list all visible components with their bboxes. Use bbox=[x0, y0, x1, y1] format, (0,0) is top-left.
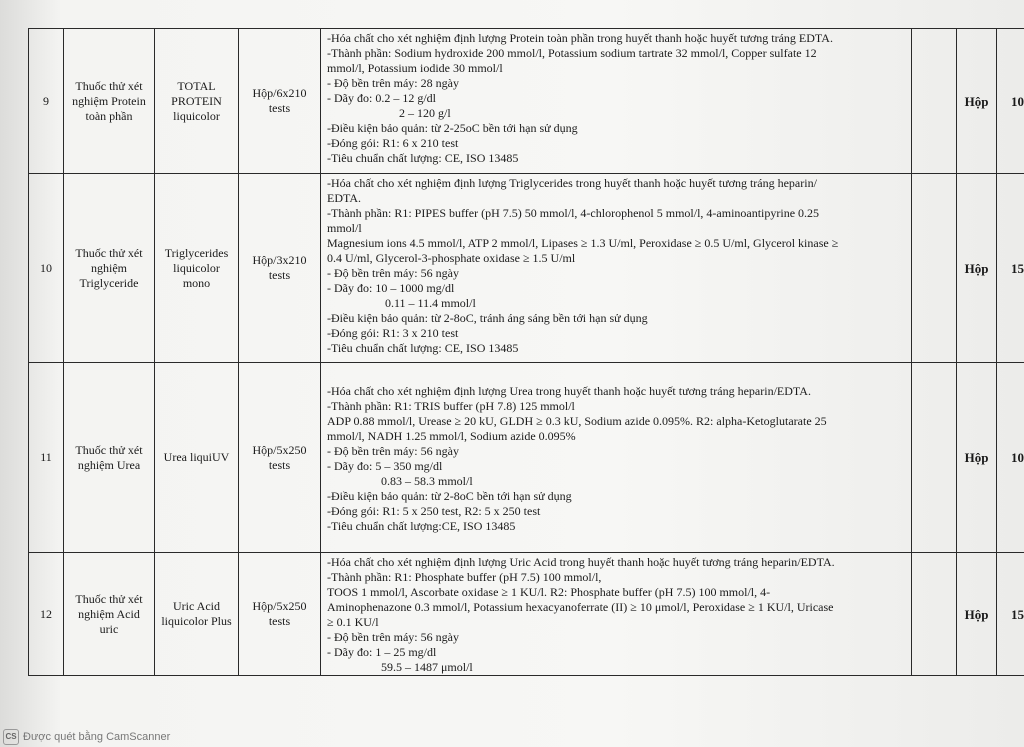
desc-line: - Dãy đo: 5 – 350 mg/dl bbox=[327, 458, 443, 473]
table-row bbox=[29, 174, 1024, 363]
camscanner-watermark bbox=[0, 727, 170, 747]
desc-line: - Độ bền trên máy: 28 ngày bbox=[327, 76, 459, 90]
description bbox=[321, 553, 912, 676]
unit: Hộp bbox=[957, 174, 997, 363]
desc-line: -Thành phần: R1: TRIS buffer (pH 7.8) 125 mmol/l bbox=[327, 398, 575, 413]
reagent-table bbox=[28, 28, 1024, 676]
desc-line: - Độ bền trên máy: 56 ngày bbox=[327, 266, 459, 280]
item-name: Thuốc thử xét nghiệm Urea bbox=[64, 363, 155, 553]
empty-cell bbox=[912, 29, 957, 174]
desc-line: - Độ bền trên máy: 56 ngày bbox=[327, 443, 459, 458]
product-name: Triglycerides liquicolor mono bbox=[155, 174, 239, 363]
product-name: TOTAL PROTEIN liquicolor bbox=[155, 29, 239, 174]
desc-line: -Tiêu chuẩn chất lượng: CE, ISO 13485 bbox=[327, 151, 519, 165]
item-name: Thuốc thử xét nghiệm Protein toàn phần bbox=[64, 29, 155, 174]
description bbox=[321, 174, 912, 363]
desc-line: -Đóng gói: R1: 5 x 250 test, R2: 5 x 250 test bbox=[327, 503, 541, 518]
quantity: 10 bbox=[997, 29, 1024, 174]
row-number: 12 bbox=[29, 553, 64, 676]
desc-line: -Hóa chất cho xét nghiệm định lượng Uric Acid trong huyết thanh hoặc huyết tương tráng heparin/EDTA. bbox=[327, 555, 835, 569]
desc-line: -Hóa chất cho xét nghiệm định lượng Urea trong huyết thanh hoặc huyết tương tráng heparin/EDTA. bbox=[327, 383, 811, 398]
empty-cell bbox=[912, 553, 957, 676]
desc-line: 0.11 – 11.4 mmol/l bbox=[385, 296, 476, 310]
item-name: Thuốc thử xét nghiệm Triglyceride bbox=[64, 174, 155, 363]
packaging: Hộp/5x250 tests bbox=[239, 363, 321, 553]
desc-line: -Thành phần: Sodium hydroxide 200 mmol/l, Potassium sodium tartrate 32 mmol/l, Copper sulfate 12 bbox=[327, 46, 817, 60]
row-number: 10 bbox=[29, 174, 64, 363]
desc-line: 59.5 – 1487 μmol/l bbox=[381, 660, 473, 674]
desc-line: -Hóa chất cho xét nghiệm định lượng Triglycerides trong huyết thanh hoặc huyết tương tráng heparin/ bbox=[327, 176, 817, 190]
packaging: Hộp/5x250 tests bbox=[239, 553, 321, 676]
desc-line: -Điều kiện bảo quản: từ 2-25oC bền tới hạn sử dụng bbox=[327, 121, 578, 135]
desc-line: -Đóng gói: R1: 3 x 210 test bbox=[327, 326, 459, 340]
desc-line: -Thành phần: R1: Phosphate buffer (pH 7.5) 100 mmol/l, bbox=[327, 570, 602, 584]
camscanner-logo-icon: CS bbox=[3, 729, 19, 745]
row-number: 11 bbox=[29, 363, 64, 553]
desc-line: - Dãy đo: 1 – 25 mg/dl bbox=[327, 645, 437, 659]
desc-line: mmol/l bbox=[327, 221, 362, 235]
desc-line: 0.83 – 58.3 mmol/l bbox=[381, 473, 473, 488]
quantity: 15 bbox=[997, 553, 1024, 676]
empty-cell bbox=[912, 363, 957, 553]
desc-line: Magnesium ions 4.5 mmol/l, ATP 2 mmol/l, Lipases ≥ 1.3 U/ml, Peroxidase ≥ 0.5 U/ml, Glycerol kinase ≥ bbox=[327, 236, 839, 250]
packaging: Hộp/3x210 tests bbox=[239, 174, 321, 363]
unit: Hộp bbox=[957, 29, 997, 174]
table-row bbox=[29, 363, 1024, 553]
desc-line: -Hóa chất cho xét nghiệm định lượng Protein toàn phần trong huyết thanh hoặc huyết tương tráng EDTA. bbox=[327, 31, 833, 45]
empty-cell bbox=[912, 174, 957, 363]
description bbox=[321, 29, 912, 174]
desc-line: -Đóng gói: R1: 6 x 210 test bbox=[327, 136, 459, 150]
desc-line: 2 – 120 g/l bbox=[399, 106, 451, 120]
table-row bbox=[29, 29, 1024, 174]
desc-line: -Tiêu chuẩn chất lượng: CE, ISO 13485 bbox=[327, 341, 519, 355]
desc-line: ≥ 0.1 KU/l bbox=[327, 615, 379, 629]
product-name: Urea liquiUV bbox=[155, 363, 239, 553]
desc-line: 0.4 U/ml, Glycerol-3-phosphate oxidase ≥ 1.5 U/ml bbox=[327, 251, 576, 265]
desc-line: - Độ bền trên máy: 56 ngày bbox=[327, 630, 459, 644]
desc-line: -Điều kiện bảo quản: từ 2-8oC, tránh áng sáng bền tới hạn sử dụng bbox=[327, 311, 648, 325]
desc-line: Aminophenazone 0.3 mmol/l, Potassium hexacyanoferrate (II) ≥ 10 μmol/l, Peroxidase ≥ 1 KU/l, Uricase bbox=[327, 600, 834, 614]
desc-line: -Thành phần: R1: PIPES buffer (pH 7.5) 50 mmol/l, 4-chlorophenol 5 mmol/l, 4-aminoantipyrine 0.25 bbox=[327, 206, 820, 220]
desc-line: mmol/l, Potassium iodide 30 mmol/l bbox=[327, 61, 503, 75]
packaging: Hộp/6x210 tests bbox=[239, 29, 321, 174]
desc-line: EDTA. bbox=[327, 191, 362, 205]
desc-line: - Dãy đo: 10 – 1000 mg/dl bbox=[327, 281, 455, 295]
desc-line: -Điều kiện bảo quản: từ 2-8oC bền tới hạn sử dụng bbox=[327, 488, 572, 503]
table-row bbox=[29, 553, 1024, 676]
unit: Hộp bbox=[957, 363, 997, 553]
desc-line: mmol/l, NADH 1.25 mmol/l, Sodium azide 0.095% bbox=[327, 428, 576, 443]
row-number: 9 bbox=[29, 29, 64, 174]
description bbox=[321, 363, 912, 553]
desc-line: TOOS 1 mmol/l, Ascorbate oxidase ≥ 1 KU/l. R2: Phosphate buffer (pH 7.5) 100 mmol/l, 4- bbox=[327, 585, 771, 599]
product-name: Uric Acid liquicolor Plus bbox=[155, 553, 239, 676]
watermark-text: Được quét bằng CamScanner bbox=[23, 731, 171, 743]
quantity: 15 bbox=[997, 174, 1024, 363]
unit: Hộp bbox=[957, 553, 997, 676]
desc-line: - Dãy đo: 0.2 – 12 g/dl bbox=[327, 91, 436, 105]
desc-line: -Tiêu chuẩn chất lượng:CE, ISO 13485 bbox=[327, 518, 516, 533]
item-name: Thuốc thử xét nghiệm Acid uric bbox=[64, 553, 155, 676]
desc-line: ADP 0.88 mmol/l, Urease ≥ 20 kU, GLDH ≥ 0.3 kU, Sodium azide 0.095%. R2: alpha-Ketoglutarate 25 bbox=[327, 413, 827, 428]
quantity: 10 bbox=[997, 363, 1024, 553]
